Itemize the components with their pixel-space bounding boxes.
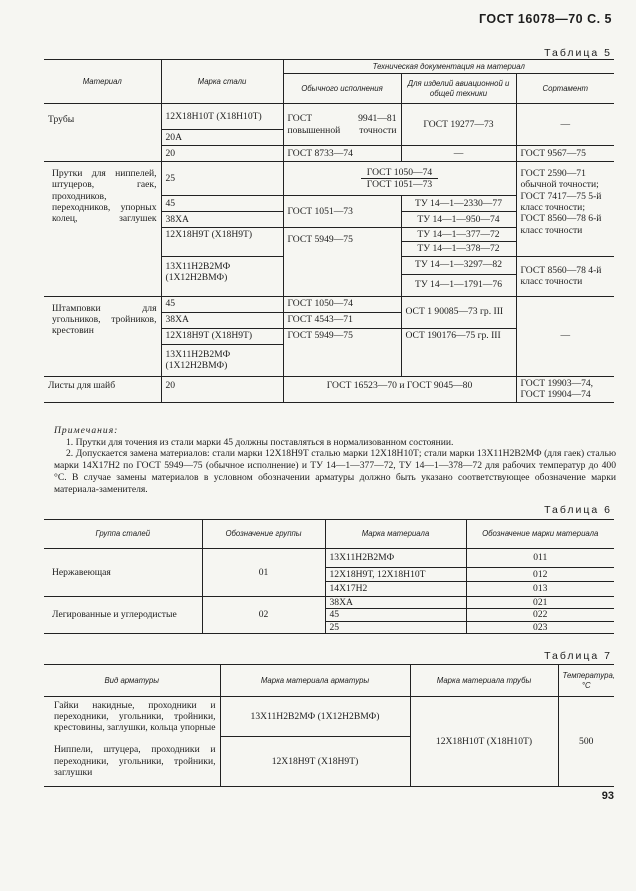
grade-cell: 12Х18Н9Т (Х18Н9Т) [161,228,283,257]
assortment-cell: ГОСТ 2590—71 обычной точности; ГОСТ 7417—75 5-й класс точности; ГОСТ 8560—78 6-й класс точности [516,162,614,257]
grade-cell: 12Х18Н10Т (Х18Н10Т) [161,104,283,130]
grade-code: 022 [466,609,614,622]
kind-cell: Гайки накидные, проходники и переходники, угольники, тройники, крестовины, заглушки, кольца упорные [44,697,220,737]
grade-cell: 13Х11Н2В2МФ (1Х12Н2ВМФ) [161,256,283,296]
table-row [44,549,614,568]
col-tech-doc-header: Техническая документация на материал [283,60,614,74]
aviation-cell: ТУ 14—1—3297—82 [401,256,516,274]
assortment-cell: ГОСТ 8560—78 4-й класс точности [516,256,614,296]
group-stainless: Нержавеющая [44,549,202,597]
doc-cell: ГОСТ 5949—75 [283,228,401,297]
doc-cell: ГОСТ 5949—75 [283,328,401,376]
doc-cell: ГОСТ 8733—74 [283,146,401,162]
grade-cell: 20 [161,146,283,162]
doc-cell: ГОСТ 4543—71 [283,312,401,328]
aviation-cell: — [401,146,516,162]
doc-line: ГОСТ 1050—74 [361,167,438,179]
group-code-carbon: 02 [202,596,325,634]
material-pipes: Трубы [44,104,161,162]
material-stampings: Штамповки для угольников, тройников, крестовин [44,296,161,376]
doc-line: ГОСТ 1051—73 [366,179,433,190]
temp-cell: 500 [558,697,614,787]
table6-caption: Таблица 6 [544,504,612,516]
table6-header-row [44,520,614,549]
col-group-header: Группа сталей [44,520,202,549]
doc-cell: ГОСТ 16523—70 и ГОСТ 9045—80 [283,376,516,402]
doc-cell: ГОСТ 9941—81 повышенной точности [283,104,401,146]
table5 [44,59,614,403]
grade-name: 38ХА [325,596,466,609]
col-pipe-grade-header: Марка материала трубы [410,665,558,697]
note-1: 1. Прутки для точения из стали марки 45 должны поставляться в нормализованном состоянии. [66,436,454,448]
grade-cell: 20 [161,376,283,402]
table-row [44,596,614,609]
grade-name: 13Х11Н2В2МФ [325,549,466,568]
doc-cell: ГОСТ 1051—73 [283,196,401,228]
assortment-cell: — [516,104,614,146]
col-fitting-grade-header: Марка материала арматуры [220,665,410,697]
table-row [44,697,614,737]
fitting-grade-cell: 12Х18Н9Т (Х18Н9Т) [220,737,410,787]
aviation-cell: ТУ 14—1—950—74 [401,212,516,228]
grade-code: 012 [466,568,614,582]
table7-header-row [44,665,614,697]
grade-cell: 20А [161,130,283,146]
table7-caption: Таблица 7 [544,650,612,662]
kind-cell: Ниппели, штуцера, проходники и переходники, угольники, тройники, заглушки [44,737,220,787]
document-header: ГОСТ 16078—70 С. 5 [478,12,612,26]
col-temp-header: Температура, °С [558,665,614,697]
aviation-cell: ОСТ 1 90085—73 гр. III [401,296,516,328]
page-number: 93 [601,790,614,802]
col-material-header: Материал [44,60,161,104]
grade-name: 25 [325,621,466,634]
material-rods: Прутки для ниппелей, штуцеров, гаек, проходников, переходников, упорных колец, заглушек [44,162,161,297]
col-assortment-header: Сортамент [516,74,614,104]
grade-cell: 38ХА [161,212,283,228]
table5-header-row [44,60,614,74]
grade-cell: 25 [161,162,283,196]
col-steel-grade-header: Марка стали [161,60,283,104]
grade-code: 013 [466,582,614,596]
col-group-code-header: Обозначение группы [202,520,325,549]
col-aviation-header: Для изделий авиационной и общей техники [401,74,516,104]
col-normal-header: Обычного исполнения [283,74,401,104]
aviation-cell: ОСТ 190176—75 гр. III [401,328,516,376]
aviation-cell: ГОСТ 19277—73 [401,104,516,146]
notes-block [54,425,616,495]
grade-cell: 45 [161,296,283,312]
col-grade-header: Марка материала [325,520,466,549]
assortment-cell: ГОСТ 9567—75 [516,146,614,162]
group-code-stainless: 01 [202,549,325,597]
grade-cell: 13Х11Н2В2МФ (1Х12Н2ВМФ) [161,344,283,376]
doc-cell [283,162,516,196]
table-row [44,376,614,402]
pipe-grade-cell: 12Х18Н10Т (Х18Н10Т) [410,697,558,787]
table-row [44,104,614,130]
fitting-grade-cell: 13Х11Н2В2МФ (1Х12Н2ВМФ) [220,697,410,737]
grade-code: 023 [466,621,614,634]
table-row [44,162,614,196]
col-grade-code-header: Обозначение марки материала [466,520,614,549]
grade-cell: 38ХА [161,312,283,328]
table-row [44,296,614,312]
grade-name: 45 [325,609,466,622]
doc-cell: ГОСТ 1050—74 [283,296,401,312]
aviation-cell: ТУ 14—1—378—72 [401,242,516,256]
group-carbon: Легированные и углеродистые [44,596,202,634]
grade-cell: 12Х18Н9Т (Х18Н9Т) [161,328,283,344]
aviation-cell: ТУ 14—1—2330—77 [401,196,516,212]
table7 [44,664,614,787]
grade-cell: 45 [161,196,283,212]
assortment-cell: — [516,296,614,376]
grade-code: 021 [466,596,614,609]
aviation-cell: ТУ 14—1—377—72 [401,228,516,242]
assortment-cell: ГОСТ 19903—74, ГОСТ 19904—74 [516,376,614,402]
col-kind-header: Вид арматуры [44,665,220,697]
grade-code: 011 [466,549,614,568]
aviation-cell: ТУ 14—1—1791—76 [401,274,516,296]
material-sheets: Листы для шайб [44,376,161,402]
notes-title: Примечания: [54,425,119,436]
grade-name: 12Х18Н9Т, 12Х18Н10Т [325,568,466,582]
note-2: 2. Допускается замена материалов: стали марки 12Х18Н9Т сталью марки 12Х18Н10Т; стали марки 13Х11Н2В2МФ (для гаек) сталью марки 14Х17Н2 по ГОСТ 5949—75 (обычное исполнение) и ТУ 14—1—377—72, ТУ 14—1—378—72 для рабочих температур до 400 °С. В случае замены материалов в условном обозначении арматуры должно быть указано соответствующее обозначение марки материала-заменителя. [54,448,616,495]
grade-name: 14Х17Н2 [325,582,466,596]
table5-caption: Таблица 5 [544,47,612,59]
table6 [44,519,614,634]
